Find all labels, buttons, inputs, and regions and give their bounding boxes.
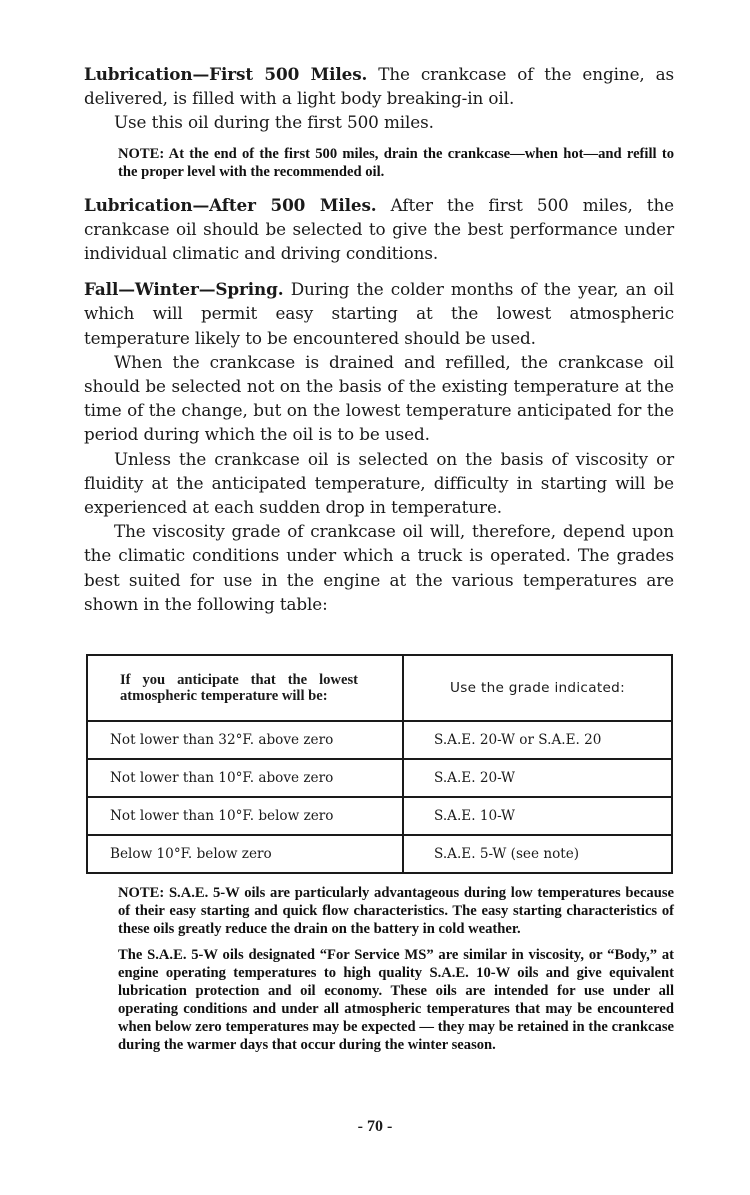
table-row [87,797,672,835]
paragraph: Use this oil during the first 500 miles. [114,112,434,133]
page-number: - 70 - [357,1118,393,1135]
body-text: During the colder months of the year, an oil which will permit easy starting at the lowest atmospheric temperature likely to be encountered should be used. [84,279,674,348]
table-row [87,759,672,797]
table-header-row [87,655,672,721]
page-body [84,62,674,616]
paragraph: The viscosity grade of crankcase oil will, therefore, depend upon the climatic conditions under which a truck is operated. The grades best suited for use in the engine at the various temperatures are shown in the following table: [84,521,674,614]
note-5w-advantages: NOTE: S.A.E. 5-W oils are particularly advantageous during low temperatures because of their easy starting and quick flow characteristics. The easy starting characteristics of these oils greatly reduce the drain on the battery in cold weather. [118,885,674,937]
section-first-500-miles [84,62,674,110]
cell-grade: S.A.E. 20-W [403,759,672,797]
body-text: After the first 500 miles, the crankcase oil should be selected to give the best performance under individual climatic and driving conditions. [84,194,674,264]
header-cell-grade: Use the grade indicated: [403,655,672,721]
heading-after-500-miles: Lubrication—After 500 Miles. [84,194,377,215]
note-first-500-miles: NOTE: At the end of the first 500 miles, drain the crankcase—when hot—and refill to the proper level with the recommended oil. [118,145,674,180]
header-cell-temperature: If you anticipate that the lowest atmospheric temperature will be: [87,655,403,721]
cell-grade: S.A.E. 10-W [403,797,672,835]
oil-grade-table [86,654,673,874]
section-fall-winter-spring [84,277,674,350]
paragraph: When the crankcase is drained and refilled, the crankcase oil should be selected not on the basis of the existing temperature at the time of the change, but on the lowest temperature anticipated for the period during which the oil is to be used. [84,351,674,445]
cell-temperature: Not lower than 10°F. above zero [87,759,403,797]
cell-temperature: Not lower than 10°F. below zero [87,797,403,835]
body-text: The crankcase of the engine, as delivered, is filled with a light body breaking-in oil. [84,64,674,109]
notes-block [84,884,674,1054]
heading-fall-winter-spring: Fall—Winter—Spring. [84,279,284,300]
cell-grade: S.A.E. 20-W or S.A.E. 20 [403,721,672,759]
paragraph: Unless the crankcase oil is selected on the basis of viscosity or fluidity at the anticipated temperature, difficulty in starting will be experienced at each sudden drop in temperature. [84,448,674,518]
cell-grade: S.A.E. 5-W (see note) [403,835,672,873]
table-row [87,721,672,759]
section-after-500-miles [84,193,674,266]
heading-first-500-miles: Lubrication—First 500 Miles. [84,64,368,84]
note-5w-service-ms: The S.A.E. 5-W oils designated “For Service MS” are similar in viscosity, or “Body,” at engine operating temperatures to high quality S.A.E. 10-W oils and give equivalent lubrication protection and oil economy. These oils are intended for use under all operating conditions and under all atmospheric temperatures that may be encountered when below zero temperatures may be expected — they may be retained in the crankcase during the warmer days that occur during the winter season. [118,947,674,1053]
table-row [87,835,672,873]
cell-temperature: Below 10°F. below zero [87,835,403,873]
cell-temperature: Not lower than 32°F. above zero [87,721,403,759]
